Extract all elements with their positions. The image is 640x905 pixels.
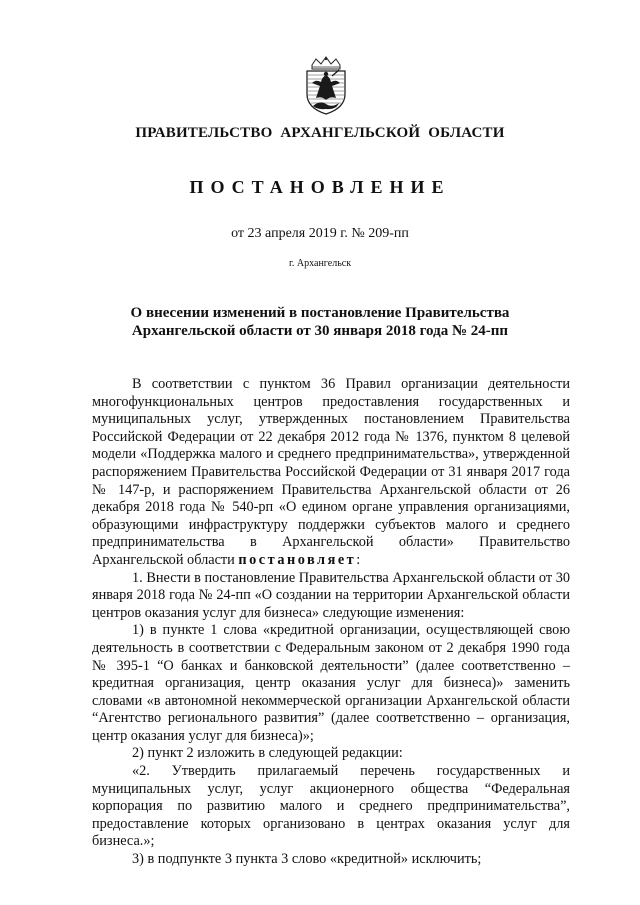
document-title [0, 304, 640, 340]
decree-colon: : [356, 551, 361, 568]
item-1-subitem-3: 3) в подпункте 3 пункта 3 слово «кредитной» исключить; [132, 851, 482, 868]
place-of-issue: г. Архангельск [288, 258, 352, 269]
title-line-1: О внесении изменений в постановление Правительства [130, 305, 510, 321]
preamble-paragraph [92, 376, 570, 570]
item-1-subitem-1: 1) в пункте 1 слова «кредитной организации, осуществляющей свою деятельность в соответствии с Федеральным законом от 2 декабря 1990 года № 395-1 “О банках и банковской деятельности” (далее соответственно – кредитная организация, центр оказания услуг для бизнеса)» заменить словами «в автономной некоммерческой организации Архангельской области “Агентство регионального развития” (далее соответственно – организация, центр оказания услуг для бизнеса)»; [92, 622, 570, 744]
government-name: ПРАВИТЕЛЬСТВО АРХАНГЕЛЬСКОЙ ОБЛАСТИ [135, 125, 505, 141]
document-type: ПОСТАНОВЛЕНИЕ [189, 177, 451, 197]
date-and-number: от 23 апреля 2019 г. № 209-пп [231, 226, 409, 241]
title-line-2: Архангельской области от 30 января 2018 года № 24-пп [131, 323, 509, 339]
preamble-text: В соответствии с пунктом 36 Правил организации деятельности многофункциональных центров предоставления государственных и муниципальных услуг, утвержденных постановлением Правительства Российской Федерации от 22 декабря 2012 года № 1376, пунктом 8 целевой модели «Поддержка малого и среднего предпринимательства», утвержденной распоряжением Правительства Российской Федерации от 31 января 2017 года № 147-р, и распоряжением Правительства Архангельской области от 26 декабря 2018 года № 540-рп «О едином органе управления организациями, образующими инфраструктуру поддержки субъектов малого и среднего предпринимательства в Архангельской области» Правительство Архангельской области [92, 376, 570, 568]
decree-word: постановляет [238, 551, 357, 568]
document-body [92, 376, 570, 869]
arkhangelsk-coat-of-arms-icon [302, 56, 350, 116]
item-1-subitem-2-text: «2. Утвердить прилагаемый перечень государственных и муниципальных услуг, услуг акционерного общества “Федеральная корпорация по развитию малого и среднего предпринимательства”, предоставление которых организовано в центрах оказания услуг для бизнеса.»; [92, 763, 570, 850]
item-1-paragraph: 1. Внести в постановление Правительства Архангельской области от 30 января 2018 года № 24-пп «О создании на территории Архангельской области центров оказания услуг для бизнеса» следующие изменения: [92, 569, 570, 621]
item-1-subitem-2: 2) пункт 2 изложить в следующей редакции: [132, 745, 403, 762]
